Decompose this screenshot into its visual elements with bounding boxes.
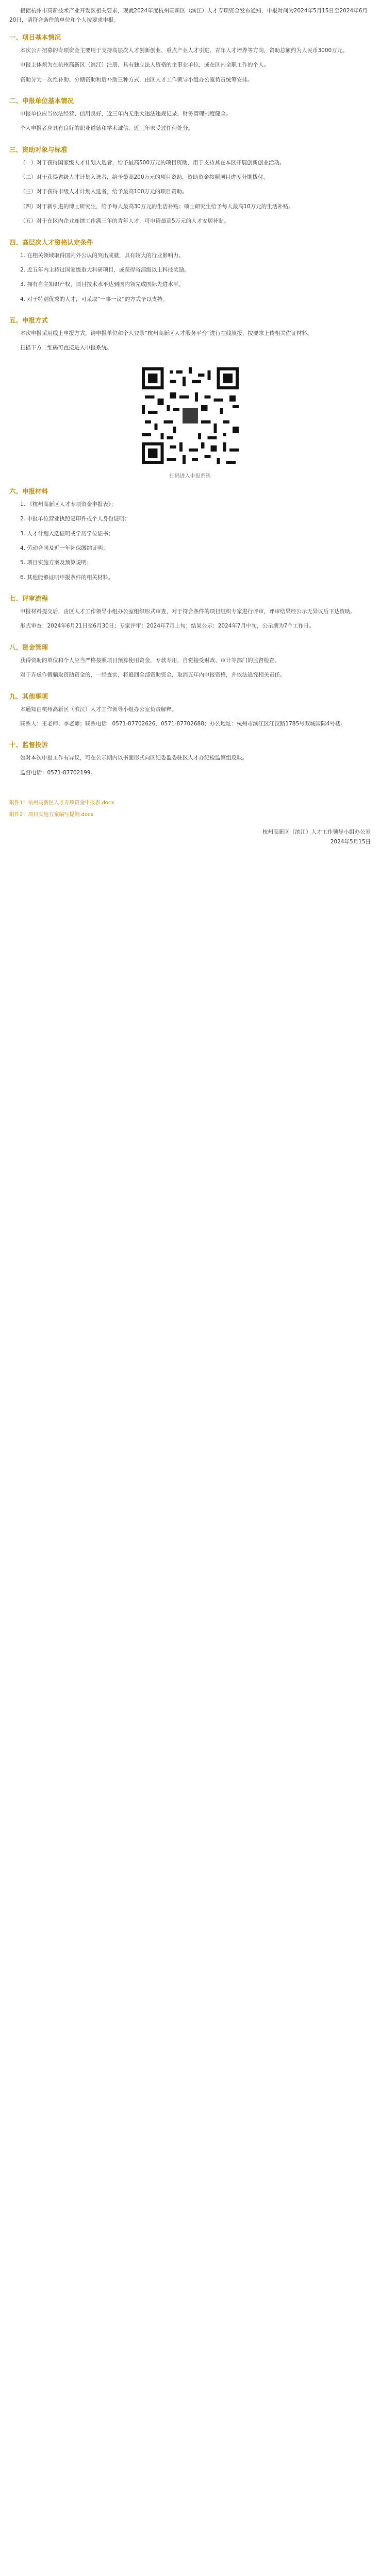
section-paragraph: 2. 近五年内主持过国家级重大科研项目，或获得省部级以上科技奖励。 (20, 266, 190, 273)
section (9, 642, 371, 680)
section-paragraph: （五）对于在区内企业连续工作满三年的青年人才，可申请最高5万元的人才安居补贴。 (20, 218, 229, 225)
qr-caption: 扫码进入申报系统 (169, 473, 211, 479)
section (9, 32, 371, 84)
section-paragraph: 3. 拥有自主知识产权，项目技术水平达到国内领先或国际先进水平。 (20, 281, 184, 288)
section (9, 145, 371, 226)
section-paragraph: （四）对于新引进的博士研究生，给予每人最高30万元的生活补贴；硕士研究生给予每人最高10万元的生活补贴。 (20, 203, 294, 210)
section-paragraph: 本次申报采用线上申报方式，请申报单位和个人登录“杭州高新区人才服务平台”进行在线填报，按要求上传相关佐证材料。 (20, 330, 313, 336)
section-paragraph: 5. 项目实施方案及预算说明； (20, 560, 92, 566)
section-title: 十、监督投诉 (9, 741, 48, 749)
section (9, 691, 371, 729)
section-title: 二、申报单位基本情况 (9, 96, 74, 105)
attachment-link[interactable]: 附件2：项目实施方案编写提纲.docx (9, 812, 94, 818)
section (9, 486, 371, 582)
section-paragraph: 4. 对于特别优秀的人才，可采取“一事一议”的方式予以支持。 (20, 296, 168, 302)
section-paragraph: （三）对于获得市级人才计划入选者，给予最高100万元的项目资助。 (20, 189, 188, 195)
sections (9, 32, 371, 353)
section (9, 740, 371, 777)
section-paragraph: 资助分为一次性补助、分期资助和后补助三种方式，由区人才工作领导小组办公室负责统筹安排。 (20, 76, 253, 83)
section-paragraph: 联系人：王老师、李老师；联系电话：0571-87702626、0571-87702688；办公地址：杭州市滨江区江汉路1785号双城国际4号楼。 (20, 720, 346, 727)
section (9, 238, 371, 304)
section-paragraph: 本通知由杭州高新区（滨江）人才工作领导小组办公室负责解释。 (20, 706, 177, 713)
sections-continued (9, 486, 371, 777)
section-paragraph: 对于弄虚作假骗取资助资金的，一经查实，将追回全部资助资金，取消五年内申报资格，并依法追究相关责任。 (20, 672, 286, 679)
section-paragraph: 监督电话：0571-87702199。 (20, 769, 96, 776)
section-paragraph: 如对本次申报工作有异议，可在公示期内以书面形式向区纪委监委驻区人才办纪检监察组反映。 (20, 755, 247, 761)
section-paragraph: （一）对于获得国家级人才计划入选者，给予最高500万元的项目资助，用于支持其在本区开展创新创业活动。 (20, 159, 285, 166)
attachment-link[interactable]: 附件1：杭州高新区人才专项资金申报表.docx (9, 800, 114, 806)
section-paragraph: 6. 其他能够证明申报条件的相关材料。 (20, 574, 114, 581)
section-paragraph: 申报材料提交后，由区人才工作领导小组办公室组织形式审查，对于符合条件的项目组织专家进行评审，评审结果经公示无异议后下达资助。 (20, 608, 356, 615)
section-paragraph: 申报主体须为在杭州高新区（滨江）注册、具有独立法人资格的企事业单位，或在区内全职工作的个人。 (20, 62, 269, 69)
section-paragraph: 形式审查：2024年6月21日至6月30日；专家评审：2024年7月上旬；结果公示：2024年7月中旬，公示期为7个工作日。 (20, 623, 315, 630)
section (9, 594, 371, 631)
section-title: 六、申报材料 (9, 487, 48, 495)
section-paragraph: 扫描下方二维码可直接进入申报系统。 (20, 345, 112, 351)
date: 2024年5月15日 (330, 839, 371, 845)
section-paragraph: 获得资助的单位和个人应当严格按照项目预算使用资金，专款专用，自觉接受财政、审计等部门的监督检查。 (20, 657, 280, 664)
section-paragraph: （二）对于获得省级人才计划入选者，给予最高200万元的项目资助，资助资金按照项目进度分期拨付。 (20, 174, 269, 180)
section-paragraph: 1. 《杭州高新区人才专项资金申报表》； (20, 501, 117, 507)
section-paragraph: 4. 劳动合同及近一年社保缴纳证明； (20, 545, 108, 551)
qr-code-image[interactable] (139, 364, 242, 467)
section-title: 九、其他事项 (9, 692, 48, 700)
section-paragraph: 申报单位应当依法经营、信用良好，近三年内无重大违法违规记录，财务管理制度健全。 (20, 110, 232, 117)
section (9, 96, 371, 133)
signature: 杭州高新区（滨江）人才工作领导小组办公室 (262, 829, 371, 835)
section-title: 一、项目基本情况 (9, 33, 61, 41)
section-paragraph: 个人申报者应具有良好的职业道德和学术诚信，近三年未受过任何处分。 (20, 125, 193, 132)
section-title: 七、评审流程 (9, 595, 48, 602)
section-paragraph: 1. 在相关领域取得国内外公认的突出成就，具有较大的行业影响力。 (20, 252, 184, 259)
qr-code-wrapper (9, 364, 371, 467)
intro-paragraph: 根据杭州市高新技术产业开发区相关要求，现就2024年度杭州高新区（滨江）人才专项资金发布通知，申报时间为2024年5月15日至2024年6月20日，请符合条件的单位和个人按要求申报。 (9, 8, 368, 24)
page (0, 0, 380, 866)
attachments-list (9, 798, 371, 818)
section-paragraph: 本次公开招募的专项资金主要用于支持高层次人才创新创业、重点产业人才引进、青年人才培养等方向，资助总额约为人民币3000万元。 (20, 47, 348, 54)
section-paragraph: 2. 申报单位营业执照复印件或个人身份证明； (20, 516, 130, 522)
section-paragraph: 3. 人才计划入选证明或学历学位证书； (20, 530, 114, 537)
section-title: 五、申报方式 (9, 316, 48, 324)
section-title: 八、资金管理 (9, 643, 48, 651)
section-title: 三、资助对象与标准 (9, 145, 68, 154)
section-title: 四、高层次人才资格认定条件 (9, 238, 93, 246)
section (9, 315, 371, 353)
